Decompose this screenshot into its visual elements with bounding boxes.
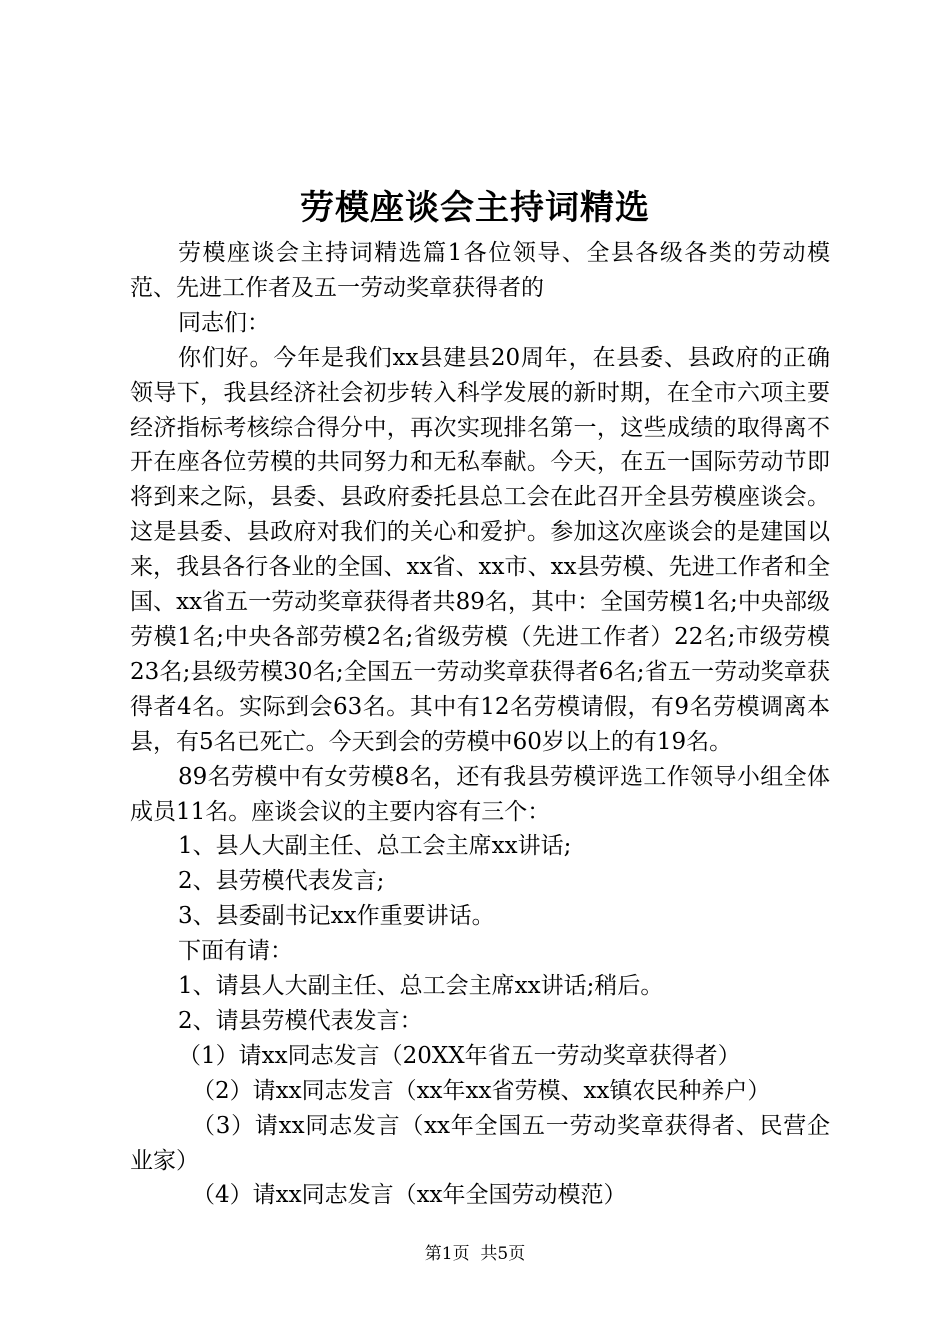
paragraph-main: 你们好。今年是我们xx县建县20周年，在县委、县政府的正确领导下，我县经济社会初步转入科学发展的新时期，在全市六项主要经济指标考核综合得分中，再次实现排名第一，这些成绩的取得离不开在座各位劳模的共同努力和无私奉献。今天，在五一国际劳动节即将到来之际，县委、县政府委托县总工会在此召开全县劳模座谈会。这是县委、县政府对我们的关心和爱护。参加这次座谈会的是建国以来，我县各行各业的全国、xx省、xx市、xx县劳模、先进工作者和全国、xx省五一劳动奖章获得者共89名，其中：全国劳模1名;中央部级劳模1名;中央各部劳模2名;省级劳模（先进工作者）22名;市级劳模23名;县级劳模30名;全国五一劳动奖章获得者6名;省五一劳动奖章获得者4名。实际到会63名。其中有12名劳模请假，有9名劳模调离本县，有5名已死亡。今天到会的劳模中60岁以上的有19名。 bbox=[130, 344, 830, 755]
document-body bbox=[130, 236, 830, 1213]
list-item-speaker-2: （2）请xx同志发言（xx年xx省劳模、xx镇农民种养户） bbox=[192, 1077, 771, 1104]
page-number-label: 第1页 共5页 bbox=[424, 1244, 526, 1264]
paragraph-agenda: 89名劳模中有女劳模8名，还有我县劳模评选工作领导小组全体成员11名。座谈会议的主要内容有三个： bbox=[130, 763, 830, 825]
list-item-speaker-1: （1）请xx同志发言（20XX年省五一劳动奖章获得者） bbox=[178, 1042, 741, 1069]
paragraph-next: 下面有请： bbox=[178, 938, 293, 965]
list-item-speech-2: 2、请县劳模代表发言： bbox=[178, 1007, 423, 1034]
list-item-speaker-3: （3）请xx同志发言（xx年全国五一劳动奖章获得者、民营企业家） bbox=[130, 1112, 830, 1174]
page-footer bbox=[0, 1242, 950, 1266]
list-item-agenda-2: 2、县劳模代表发言; bbox=[178, 868, 385, 895]
list-item-agenda-1: 1、县人大副主任、总工会主席xx讲话; bbox=[178, 833, 572, 860]
document-title: 劳模座谈会主持词精选 bbox=[300, 188, 650, 228]
paragraph-greeting: 同志们： bbox=[178, 309, 270, 336]
list-item-agenda-3: 3、县委副书记xx作重要讲话。 bbox=[178, 903, 495, 930]
list-item-speech-1: 1、请县人大副主任、总工会主席xx讲话;稍后。 bbox=[178, 973, 664, 1000]
list-item-speaker-4: （4）请xx同志发言（xx年全国劳动模范） bbox=[192, 1182, 627, 1209]
paragraph-intro: 劳模座谈会主持词精选篇1各位领导、全县各级各类的劳动模范、先进工作者及五一劳动奖章获得者的 bbox=[130, 240, 830, 301]
